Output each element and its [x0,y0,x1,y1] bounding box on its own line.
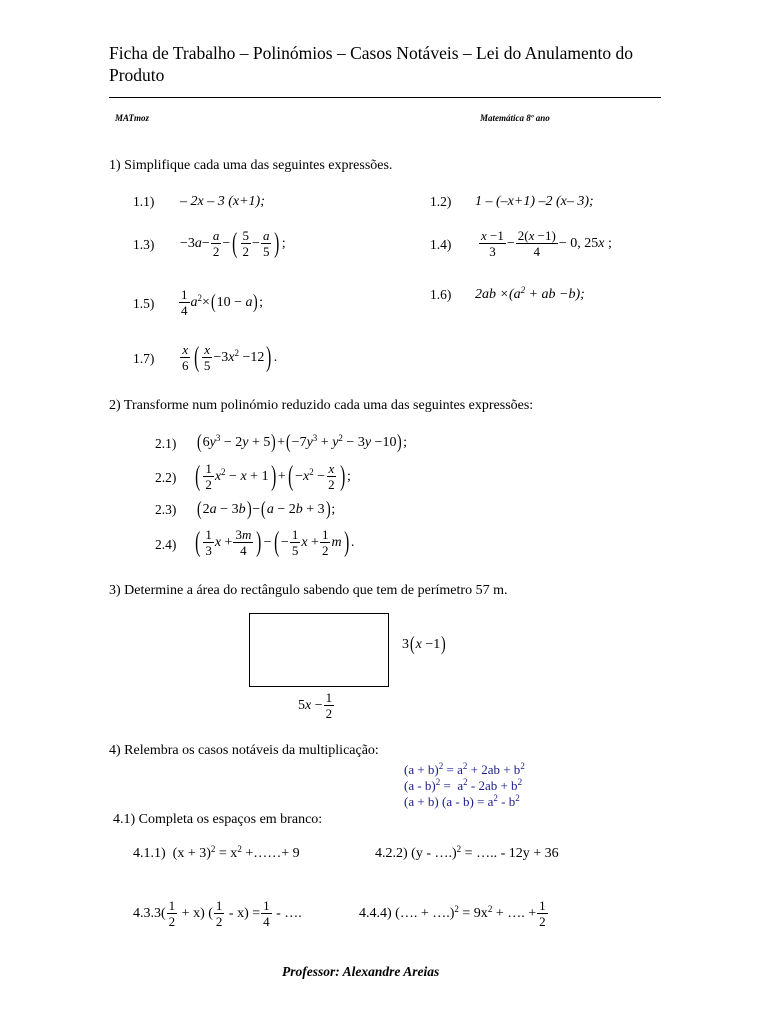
exercise-4-1-1: 4.1.1) $(x + 3)^2 = x^2$ +……+ 9 [133,844,300,861]
label-2-2: 2.2) [155,470,177,485]
expr-1-5: $\frac{1}{4}$ $a^2\times$ ( 10 − a ) ; [181,287,264,318]
question-4-1-prompt: 4.1) Completa os espaços em branco: [113,812,323,827]
expr-2-2: ( $\frac{1}{2}$ $x^2 - x + 1$ ) + ( $-x^2$ − $\frac{x}{2}$ ) ; [195,460,351,492]
exercise-4-3-3: 4.3.3( $\frac{1}{2}$ + x) ( $\frac{1}{2}$ - x) = $\frac{1}{4}$ - …. [133,898,302,929]
label-1-1: 1.1) [133,194,155,209]
rectangle-width-label: 5x − $\frac{1}{2}$ [298,690,333,721]
identity-square-diff: $(a - b)^2 = a^2 - 2ab + b^2$ [404,777,523,793]
label-1-3: 1.3) [133,237,155,252]
exercise-4-2-2: 4.2.2) (y - ….)$^2$ = ….. - 12y + 36 [375,844,559,861]
question-4-prompt: 4) Relembra os casos notáveis da multiplicação: [109,743,379,758]
question-2-prompt: 2) Transforme num polinómio reduzido cada uma das seguintes expressões: [109,398,534,413]
question-1-prompt: 1) Simplifique cada uma das seguintes expressões. [109,158,393,173]
expr-1-1: – 2x – 3 (x+1); [180,194,265,209]
expr-2-3: ( 2a − 3b ) − ( a − 2b + 3 ) ; [197,498,336,520]
identity-square-sum: $(a + b)^2 = a^2 + 2ab + b^2$ [404,761,525,777]
expr-1-6: $2ab \times(a^2$ + ab −b); [475,285,585,302]
expr-1-7: $\frac{x}{6}$ ( $\frac{x}{5}$ $-3x^2 -12$ ) . [182,341,278,373]
label-2-4: 2.4) [155,537,177,552]
rectangle-figure [249,613,389,687]
expr-1-2: 1 – (–x+1) –2 (x– 3); [475,194,594,209]
label-4-3-3: 4.3.3( [133,905,166,921]
question-3-prompt: 3) Determine a área do rectângulo sabendo que tem de perímetro 57 m. [109,583,508,598]
exercise-4-4-4: 4.4.4) (…. + ….)$^2$ = $9x^2$ + …. + $\frac{1}{2}$ [359,898,546,929]
label-1-7: 1.7) [133,351,155,366]
expr-1-4: $\frac{x -1}{3}$ − $\frac{2(x -1)}{4}$ − 0, 25x ; [481,228,612,259]
label-1-6: 1.6) [430,287,452,302]
grade-tag: Matemática 8º ano [480,113,550,123]
expr-2-1: ( $6y^3 - 2y + 5$ ) + ( $-7y^3 + y^2 - 3y -10$ ) ; [197,431,408,453]
label-2-3: 2.3) [155,502,177,517]
expr-2-4: ( $\frac{1}{3}$ x + $\frac{3m}{4}$ ) − ( − $\frac{1}{5}$ x + $\frac{1}{2}$ m ) . [195,526,355,558]
label-4-1-1: 4.1.1) [133,846,166,861]
label-1-4: 1.4) [430,237,452,252]
footer-teacher: Professor: Alexandre Areias [282,964,440,979]
label-1-5: 1.5) [133,296,155,311]
label-1-2: 1.2) [430,194,452,209]
label-4-4-4: 4.4.4) [359,905,392,921]
rectangle-height-label: 3 ( x −1 ) [402,633,446,655]
page-title: Ficha de Trabalho – Polinómios – Casos Notáveis – Lei do Anulamento do Produto [109,43,634,85]
expr-1-3: −3a− $\frac{a}{2}$ − ( $\frac{5}{2}$ − $\frac{a}{5}$ ) ; [180,227,286,259]
label-4-2-2: 4.2.2) [375,846,408,861]
school-tag: MATmoz [115,113,150,123]
identity-difference-squares: (a + b) $(a - b) = a^2 - b^2$ [404,793,520,809]
header-divider [109,97,661,98]
label-2-1: 2.1) [155,436,177,451]
